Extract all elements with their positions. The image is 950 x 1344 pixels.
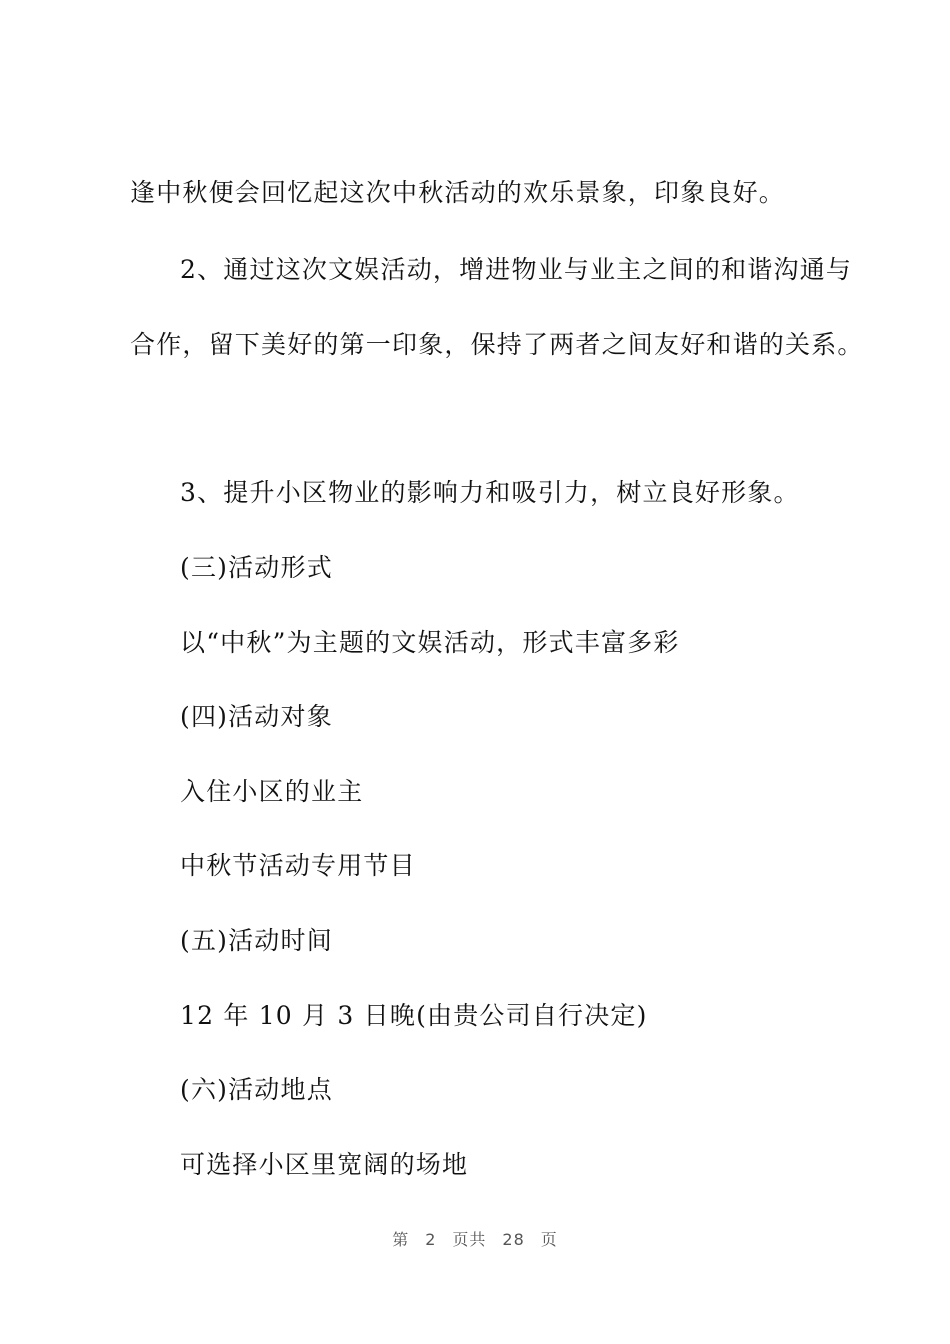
footer-page-number: 2 [425,1230,437,1249]
section-heading-activity-audience: (四)活动对象 [180,702,333,731]
section-heading-activity-time: (五)活动时间 [180,926,333,955]
paragraph-point-2-line-1: 2、通过这次文娱活动，增进物业与业主之间的和谐沟通与 [180,255,853,284]
paragraph-activity-time: 12 年 10 月 3 日晚(由贵公司自行决定) [180,1001,648,1030]
paragraph-program: 中秋节活动专用节目 [180,851,416,880]
page-footer [0,1227,950,1250]
paragraph-activity-form: 以“中秋”为主题的文娱活动，形式丰富多彩 [180,628,680,657]
paragraph-continuation: 逢中秋便会回忆起这次中秋活动的欢乐景象，印象良好。 [130,178,786,207]
footer-mid: 页共 [452,1230,487,1249]
section-heading-activity-location: (六)活动地点 [180,1075,333,1104]
section-heading-activity-form: (三)活动形式 [180,553,333,582]
footer-total-pages: 28 [502,1230,525,1249]
paragraph-point-3: 3、提升小区物业的影响力和吸引力，树立良好形象。 [180,478,800,507]
footer-prefix: 第 [392,1230,410,1249]
paragraph-activity-audience: 入住小区的业主 [180,777,364,806]
paragraph-point-2-line-2: 合作，留下美好的第一印象，保持了两者之间友好和谐的关系。 [130,330,864,359]
paragraph-activity-location: 可选择小区里宽阔的场地 [180,1150,469,1179]
footer-suffix: 页 [540,1230,558,1249]
